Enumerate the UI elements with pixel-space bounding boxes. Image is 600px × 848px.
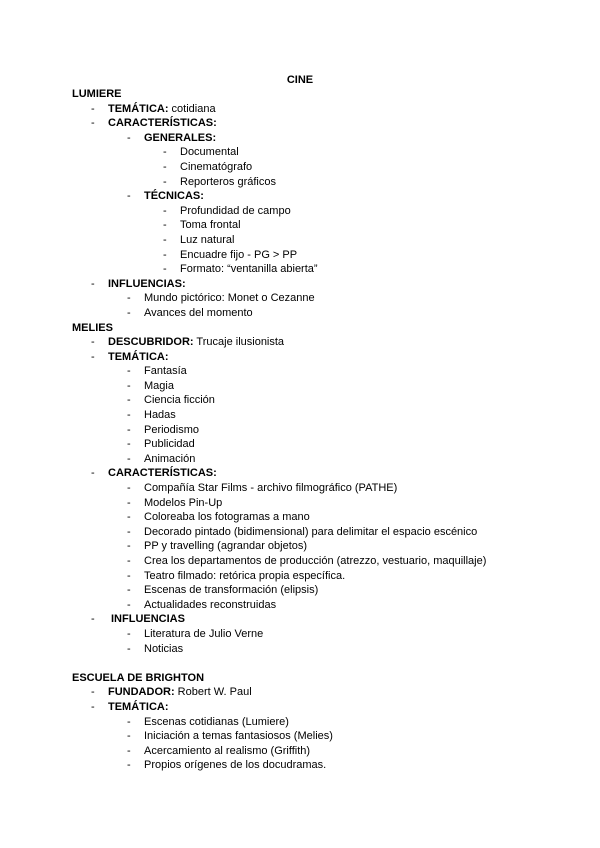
list-item [72,496,572,511]
bullet-dash: - [163,233,167,246]
list-item [72,481,572,496]
item-text: Actualidades reconstruidas [144,598,277,611]
document-content [72,87,572,773]
bullet-dash: - [91,102,95,115]
bullet-dash: - [127,511,131,524]
item-text: Documental [180,146,239,159]
bullet-dash: - [163,248,167,261]
list-item [72,306,572,321]
list-item [72,204,572,219]
bullet-dash: - [91,700,95,713]
list-item [72,175,572,190]
list-item [72,218,572,233]
melies-tematica [72,350,572,365]
bullet-dash: - [91,117,95,130]
item-text: Escenas cotidianas (Lumiere) [144,715,289,728]
label: TÉCNICAS: [144,190,204,203]
bullet-dash: - [127,379,131,392]
label: INFLUENCIAS: [108,277,186,290]
item-text: Reporteros gráficos [180,175,276,188]
list-item [72,525,572,540]
item-text: Teatro filmado: retórica propia específica. [144,569,346,582]
item-text: Crea los departamentos de producción (atrezzo, vestuario, maquillaje) [144,555,487,567]
item-text: Cinematógrafo [180,160,253,173]
value: Robert W. Paul [174,686,252,699]
item-text: Propios orígenes de los docudramas. [144,759,327,772]
item-text: Iniciación a temas fantasiosos (Melies) [144,730,333,743]
bullet-dash: - [163,204,167,217]
bullet-dash: - [127,540,131,553]
item-text: PP y travelling (agrandar objetos) [144,540,308,553]
list-item [72,569,572,584]
melies-influencias [72,612,572,627]
label: INFLUENCIAS [111,613,185,626]
brighton-fundador [72,685,572,700]
item-text: Periodismo [144,423,200,436]
list-item [72,145,572,160]
item-text: Fantasía [144,365,187,378]
item-text: Profundidad de campo [180,204,291,217]
list-item [72,379,572,394]
bullet-dash: - [127,394,131,407]
list-item [72,437,572,452]
brighton-tematica [72,700,572,715]
item-text: Animación [144,452,196,465]
list-item [72,642,572,657]
list-item [72,583,572,598]
section-heading-brighton: ESCUELA DE BRIGHTON [72,671,205,684]
item-text: Formato: “ventanilla abierta” [180,263,318,276]
item-text: Luz natural [180,233,235,246]
bullet-dash: - [127,598,131,611]
list-item [72,408,572,423]
bullet-dash: - [127,409,131,422]
bullet-dash: - [127,496,131,509]
bullet-dash: - [127,584,131,597]
melies-caracteristicas [72,466,572,481]
lumiere-tematica [72,102,572,117]
blank-line [72,656,572,671]
item-text: Noticias [144,642,184,655]
bullet-dash: - [163,160,167,173]
label: CARACTERÍSTICAS: [108,467,217,480]
bullet-dash: - [91,277,95,290]
item-text: Literatura de Julio Verne [144,627,264,640]
bullet-dash: - [127,525,131,538]
list-item [72,758,572,773]
label: TEMÁTICA: [108,102,169,115]
bullet-dash: - [127,715,131,728]
list-item [72,729,572,744]
list-item [72,393,572,408]
lumiere-caracteristicas [72,116,572,131]
section-heading-lumiere: LUMIERE [72,88,122,100]
bullet-dash: - [91,686,95,699]
item-text: Avances del momento [144,306,253,319]
bullet-dash: - [127,306,131,319]
bullet-dash: - [127,482,131,495]
bullet-dash: - [163,175,167,188]
bullet-dash: - [127,438,131,451]
bullet-dash: - [127,642,131,655]
label: GENERALES: [144,131,217,144]
item-text: Decorado pintado (bidimensional) para delimitar el espacio escénico [144,525,478,538]
bullet-dash: - [163,219,167,232]
value: cotidiana [168,102,216,115]
label: FUNDADOR: [108,686,175,699]
item-text: Escenas de transformación (elipsis) [144,584,319,597]
bullet-dash: - [127,555,131,567]
document-title: CINE [286,74,314,86]
lumiere-generales [72,131,572,146]
list-item [72,715,572,730]
lumiere-tecnicas [72,189,572,204]
melies-descubridor [72,335,572,350]
section-heading-melies: MELIES [72,321,113,334]
bullet-dash: - [127,131,131,144]
item-text: Hadas [144,409,176,422]
value: Trucaje ilusionista [193,336,285,349]
item-text: Mundo pictórico: Monet o Cezanne [144,292,315,305]
list-item [72,423,572,438]
item-text: Ciencia ficción [144,394,215,407]
bullet-dash: - [127,744,131,757]
list-item [72,744,572,759]
list-item [72,510,572,525]
item-text: Encuadre fijo - PG > PP [180,248,298,261]
bullet-dash: - [127,452,131,465]
list-item [72,627,572,642]
bullet-dash: - [127,569,131,582]
item-text: Magia [144,379,174,392]
item-text: Coloreaba los fotogramas a mano [144,511,310,524]
label: TEMÁTICA: [108,700,169,713]
bullet-dash: - [127,365,131,378]
list-item [72,554,572,569]
item-text: Acercamiento al realismo (Griffith) [144,744,311,757]
bullet-dash: - [163,263,167,276]
list-item [72,233,572,248]
bullet-dash: - [127,292,131,305]
list-item [72,452,572,467]
item-text: Publicidad [144,438,195,451]
bullet-dash: - [91,350,95,363]
list-item [72,291,572,306]
bullet-dash: - [127,423,131,436]
bullet-dash: - [127,730,131,743]
list-item [72,262,572,277]
bullet-dash: - [91,613,95,626]
list-item [72,160,572,175]
label: TEMÁTICA: [108,350,169,363]
label: CARACTERÍSTICAS: [108,117,217,130]
list-item [72,364,572,379]
label: DESCUBRIDOR: [108,336,194,349]
lumiere-influencias [72,277,572,292]
item-text: Toma frontal [180,219,241,232]
bullet-dash: - [127,759,131,772]
bullet-dash: - [91,336,95,349]
bullet-dash: - [127,190,131,203]
list-item [72,539,572,554]
list-item [72,248,572,263]
list-item [72,598,572,613]
bullet-dash: - [163,146,167,159]
item-text: Compañía Star Films - archivo filmográfico (PATHE) [144,482,398,495]
bullet-dash: - [91,467,95,480]
item-text: Modelos Pin-Up [144,496,223,509]
bullet-dash: - [127,627,131,640]
